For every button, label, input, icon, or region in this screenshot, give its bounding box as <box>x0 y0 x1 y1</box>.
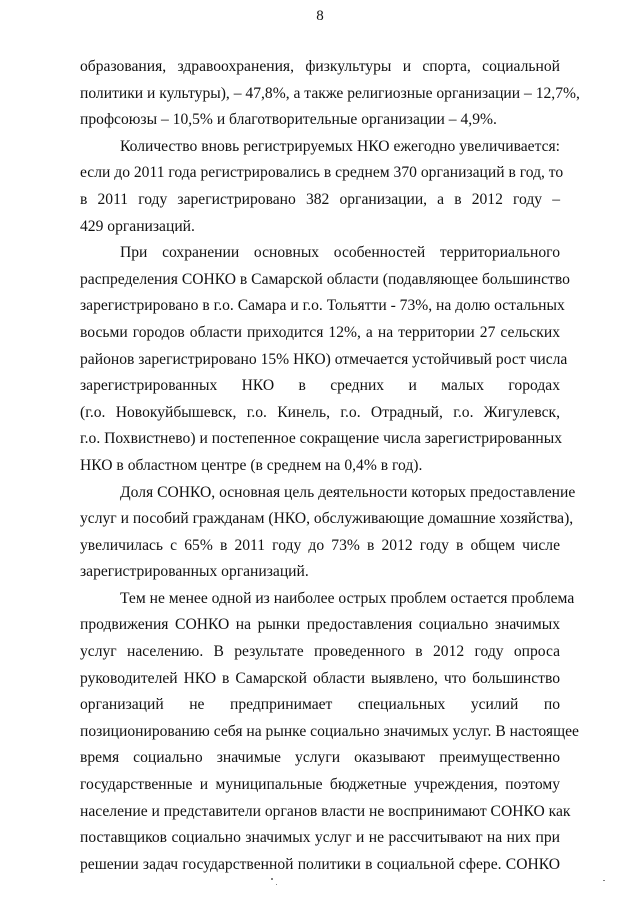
text-line: НКО в областном центре (в среднем на 0,4% в год). <box>80 456 423 474</box>
paragraph-first-line: Тем не менее одной из наиболее острых проблем остается проблема <box>120 589 575 607</box>
text-line: 429 организаций. <box>80 217 195 235</box>
text-line: увеличилась с 65% в 2011 году до 73% в 2012 году в общем числе <box>80 536 560 554</box>
text-line: районов зарегистрировано 15% НКО) отмечается устойчивый рост числа <box>80 350 568 368</box>
page-number: 8 <box>316 8 324 24</box>
text-line: организаций не предпринимает специальных усилий по <box>80 696 560 714</box>
text-line: поставщиков социально значимых услуг и не рассчитывают на них при <box>80 829 560 847</box>
text-line: политики и культуры), – 47,8%, а также религиозные организации – 12,7%, <box>80 84 580 102</box>
text-line: зарегистрированных организаций. <box>80 563 309 581</box>
text-line: услуг населению. В результате проведенного в 2012 году опроса <box>80 643 560 661</box>
scan-speck <box>276 884 277 885</box>
text-line: зарегистрировано в г.о. Самара и г.о. Тольятти - 73%, на долю остальных <box>80 297 565 315</box>
paragraph-first-line: Доля СОНКО, основная цель деятельности которых предоставление <box>120 483 576 501</box>
text-line: если до 2011 года регистрировались в среднем 370 организаций в год, то <box>80 164 564 182</box>
text-line: население и представители органов власти не воспринимают СОНКО как <box>80 802 571 820</box>
text-line: (г.о. Новокуйбышевск, г.о. Кинель, г.о. Отрадный, г.о. Жигулевск, <box>80 403 560 421</box>
body-text <box>80 54 580 878</box>
paragraph-first-line: Количество вновь регистрируемых НКО ежегодно увеличивается: <box>120 137 560 155</box>
scan-speck <box>603 880 605 881</box>
text-line: распределения СОНКО в Самарской области (подавляющее большинство <box>80 270 570 288</box>
text-line: в 2011 году зарегистрировано 382 организации, а в 2012 году – <box>80 190 560 208</box>
text-line: профсоюзы – 10,5% и благотворительные организации – 4,9%. <box>80 111 497 129</box>
text-line: зарегистрированных НКО в средних и малых городах <box>80 377 560 395</box>
scan-speck <box>271 878 273 880</box>
text-line: позиционированию себя на рынке социально значимых услуг. В настоящее <box>80 722 579 740</box>
text-line: услуг и пособий гражданам (НКО, обслуживающие домашние хозяйства), <box>80 510 574 528</box>
text-line: образования, здравоохранения, физкультуры и спорта, социальной <box>80 58 560 75</box>
paragraph-first-line: При сохранении основных особенностей территориального <box>120 244 560 262</box>
text-line: продвижения СОНКО на рынки предоставления социально значимых <box>80 616 560 634</box>
text-line: г.о. Похвистнево) и постепенное сокращение числа зарегистрированных <box>80 430 563 448</box>
text-line: восьми городов области приходится 12%, а на территории 27 сельских <box>80 323 560 341</box>
text-line: государственные и муниципальные бюджетные учреждения, поэтому <box>80 776 560 794</box>
text-line: решении задач государственной политики в социальной сфере. СОНКО <box>80 855 560 873</box>
text-line: время социально значимые услуги оказывают преимущественно <box>80 749 560 767</box>
text-line: руководителей НКО в Самарской области выявлено, что большинство <box>80 669 560 687</box>
